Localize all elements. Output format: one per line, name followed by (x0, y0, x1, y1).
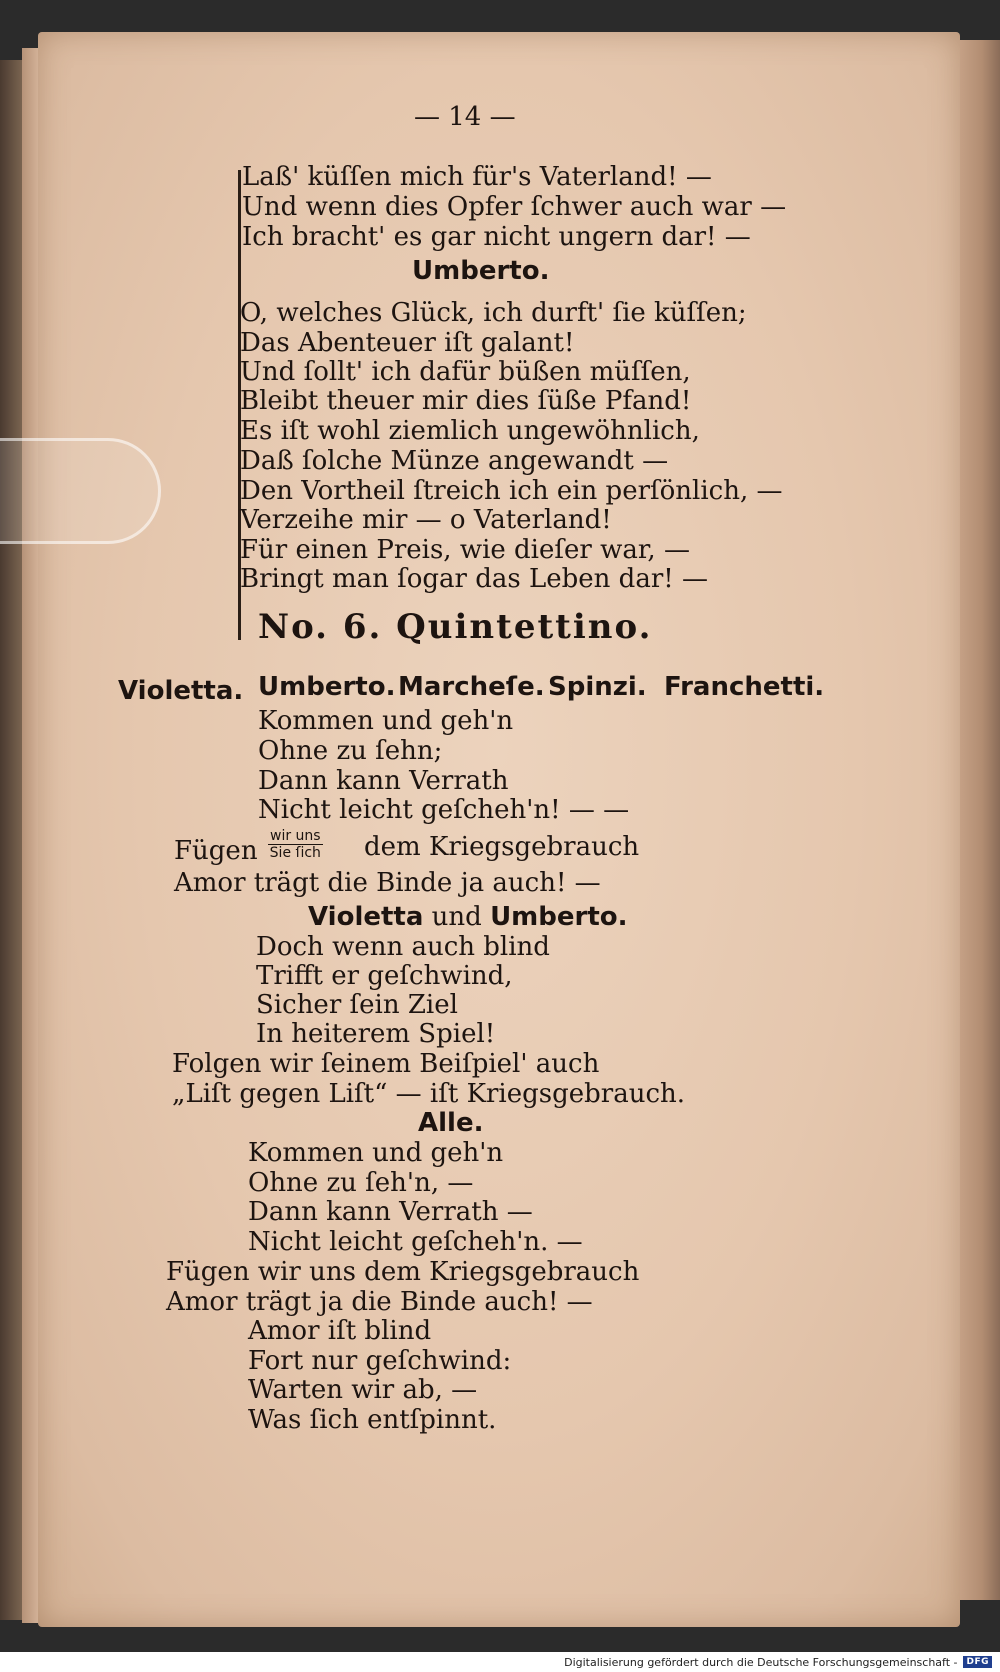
speaker-umberto-duo: Umberto. (490, 902, 628, 932)
dfg-logo: DFG (963, 1656, 992, 1668)
verse-line: Dann kann Verrath — (248, 1197, 533, 1227)
speaker-alle: Alle. (418, 1108, 484, 1138)
speaker-violetta: Violetta (308, 902, 424, 932)
verse-line: „Liſt gegen Liſt“ — iſt Kriegsgebrauch. (172, 1079, 686, 1109)
verse-line: Für einen Preis, wie dieſer war, — (240, 535, 690, 565)
page-number: — 14 — (414, 102, 516, 132)
verse-line: Nicht leicht geſcheh'n. — (248, 1227, 583, 1257)
speaker-umberto: Umberto. (412, 256, 550, 286)
verse-line: Nicht leicht geſcheh'n! — — (258, 795, 630, 825)
verse-line: Fort nur geſchwind: (248, 1346, 512, 1376)
verse-line: Und ſollt' ich dafür büßen müſſen, (240, 357, 691, 387)
fuegen-fraction (268, 828, 323, 861)
verse-line: Ohne zu ſeh'n, — (248, 1168, 474, 1198)
cast-marchese: Marcheſe. (398, 672, 545, 702)
page-stack-edge (955, 40, 1000, 1600)
verse-line: Bleibt theuer mir dies ſüße Pfand! (240, 386, 692, 416)
verse-line: Doch wenn auch blind (256, 932, 550, 962)
verse-line: Folgen wir ſeinem Beiſpiel' auch (172, 1049, 600, 1079)
fuegen-prefix: Fügen (174, 836, 258, 866)
fuegen-suffix: dem Kriegsgebrauch (364, 832, 640, 862)
cast-spinzi: Spinzi. (548, 672, 647, 702)
verse-line: Das Abenteuer iſt galant! (240, 328, 575, 358)
fraction-top: wir uns (270, 828, 321, 844)
verse-line: In heiterem Spiel! (256, 1019, 496, 1049)
verse-line: Den Vortheil ſtreich ich ein perſönlich, — (240, 476, 783, 506)
speaker-conjunction: und (431, 902, 482, 932)
verse-line: Ich bracht' es gar nicht ungern dar! — (242, 222, 751, 252)
verse-line: Fügen wir uns dem Kriegsgebrauch (166, 1257, 640, 1287)
verse-line: Amor trägt ja die Binde auch! — (166, 1287, 593, 1317)
digitization-credit (564, 1654, 992, 1670)
verse-line: Bringt man ſogar das Leben dar! — (240, 564, 708, 594)
cast-franchetti: Franchetti. (664, 672, 825, 702)
verse-line: Laß' küſſen mich für's Vaterland! — (242, 162, 712, 192)
verse-line: Amor iſt blind (248, 1316, 432, 1346)
cast-umberto: Umberto. (258, 672, 396, 702)
cast-violetta: Violetta. (118, 676, 244, 706)
verse-line: Trifft er geſchwind, (256, 961, 513, 991)
verse-line: Verzeihe mir — o Vaterland! (240, 505, 612, 535)
verse-line: Amor trägt die Binde ja auch! — (174, 868, 601, 898)
verse-line: Dann kann Verrath (258, 766, 509, 796)
verse-line: Warten wir ab, — (248, 1375, 478, 1405)
verse-line: Daß ſolche Münze angewandt — (240, 446, 669, 476)
fraction-bottom: Sie ſich (269, 845, 321, 861)
page-clip-holder (0, 438, 161, 544)
verse-line: Sicher ſein Ziel (256, 990, 458, 1020)
verse-line: Kommen und geh'n (248, 1138, 504, 1168)
verse-line: O, welches Glück, ich durft' ſie küſſen; (240, 298, 747, 328)
speaker-duo (308, 902, 628, 932)
verse-line: Und wenn dies Opfer ſchwer auch war — (242, 192, 787, 222)
verse-line: Ohne zu ſehn; (258, 736, 443, 766)
credit-text: Digitalisierung gefördert durch die Deutsche Forschungsgemeinschaft - (564, 1655, 958, 1669)
verse-line: Es iſt wohl ziemlich ungewöhnlich, (240, 416, 700, 446)
verse-line: Was ſich entſpinnt. (248, 1405, 497, 1435)
book-spine-strip (0, 60, 22, 1620)
verse-line: Kommen und geh'n (258, 706, 514, 736)
section-title: No. 6. Quintettino. (258, 607, 653, 647)
